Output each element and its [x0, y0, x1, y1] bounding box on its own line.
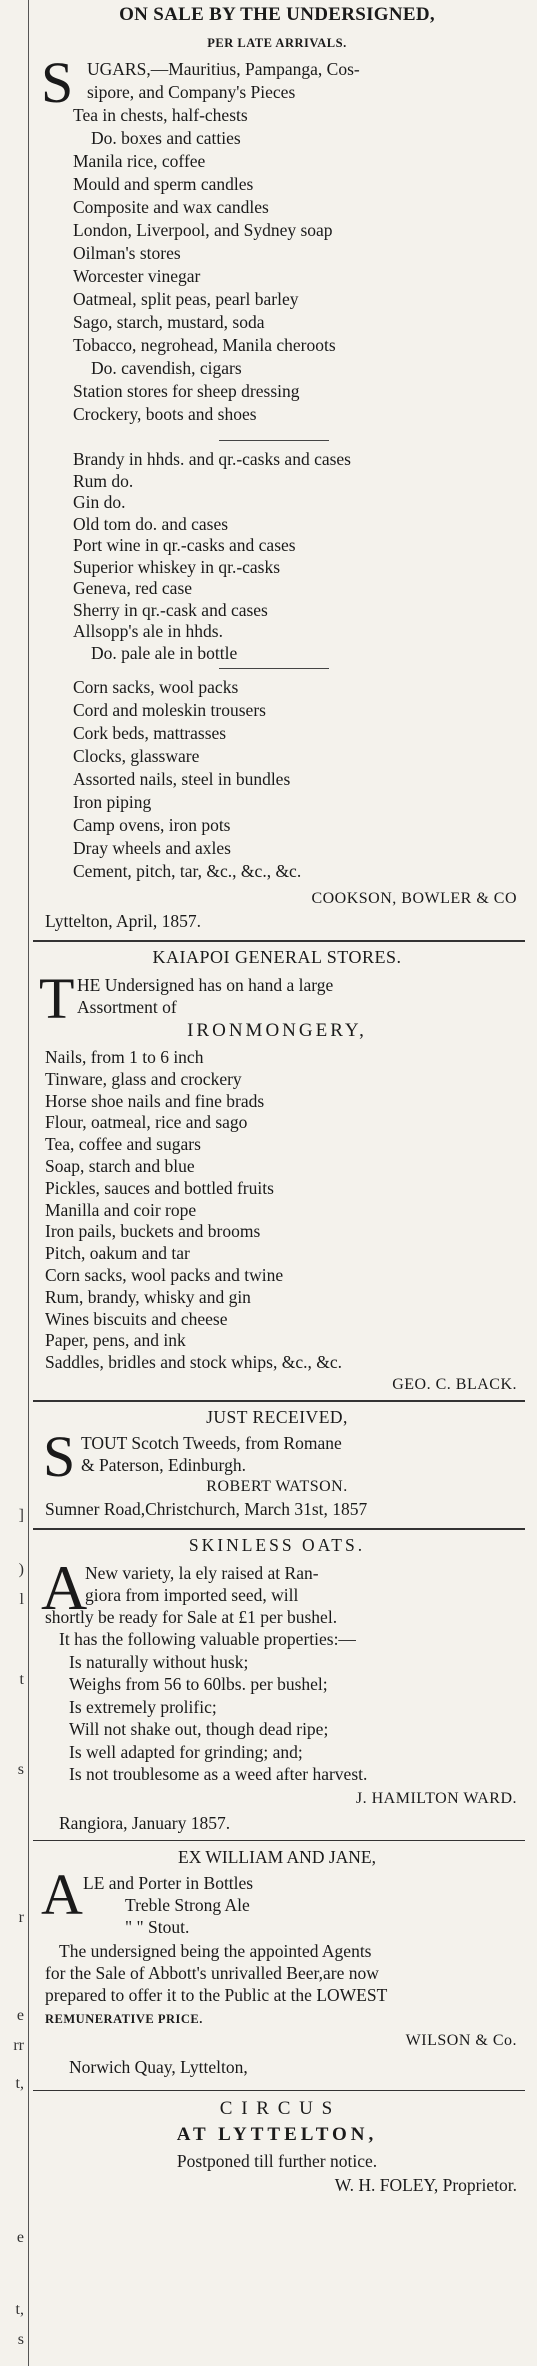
rule-4	[33, 1840, 525, 1841]
ad4-intro-3: shortly be ready for Sale at £1 per bushel.	[45, 1607, 338, 1627]
ad1-group2-item: Do. pale ale in bottle	[91, 642, 238, 663]
rule-3	[33, 1528, 525, 1530]
ad3-signature: ROBERT WATSON.	[206, 1478, 348, 1495]
ad2-intro-1: HE Undersigned has on hand a large	[77, 975, 334, 995]
ad1-group1-item: Do. boxes and catties	[91, 128, 241, 148]
gutter-fragment: t	[19, 1671, 24, 1688]
ad3-line-2: & Paterson, Edinburgh.	[81, 1455, 246, 1475]
ad1-group2-item: Rum do.	[73, 470, 134, 491]
ad1-heading: ON SALE BY THE UNDERSIGNED,	[119, 4, 435, 25]
ad5-body-1: The undersigned being the appointed Agents	[59, 1941, 372, 1961]
ad6-subheading: AT LYTTELTON,	[176, 2124, 378, 2145]
ad1-group1-item: Worcester vinegar	[73, 266, 201, 286]
ad1-group3-item: Corn sacks, wool packs	[73, 677, 239, 697]
gutter-fragment: e	[16, 2229, 24, 2246]
ad1-group3-item: Cork beds, mattrasses	[73, 723, 227, 743]
ad1-group1-item: Do. cavendish, cigars	[91, 358, 242, 378]
ad1-group1-item: Oilman's stores	[73, 243, 181, 263]
ad1-group3-item: Cement, pitch, tar, &c., &c., &c.	[73, 861, 302, 881]
ad1-group2-item: Old tom do. and cases	[73, 513, 229, 534]
advertisement-column	[28, 0, 525, 2366]
ad3-heading: JUST RECEIVED,	[206, 1407, 348, 1427]
rule-1	[33, 940, 525, 942]
ad1-group1-item: Mould and sperm candles	[73, 174, 254, 194]
ad1-group3-item: Clocks, glassware	[73, 746, 200, 766]
ad4-item: Is not troublesome as a weed after harvest.	[69, 1764, 368, 1784]
ad1-place-date: Lyttelton, April, 1857.	[45, 911, 202, 931]
ad5-signature: WILSON & Co.	[405, 2032, 517, 2049]
ad5-line-2: Treble Strong Ale	[125, 1895, 250, 1915]
ad1-group3-item: Iron piping	[73, 792, 152, 812]
ad2-item: Iron pails, buckets and brooms	[45, 1221, 261, 1242]
ad5-dropcap: A	[41, 1862, 83, 1927]
ad2-item: Paper, pens, and ink	[45, 1330, 186, 1351]
ad2-item: Nails, from 1 to 6 inch	[45, 1047, 204, 1067]
ad1-dropcap: S	[41, 50, 74, 115]
gutter-fragment: )	[18, 1561, 24, 1578]
ad1-group3-item: Dray wheels and axles	[73, 838, 231, 858]
ad3-dropcap: S	[43, 1424, 76, 1489]
ad1-group1-item: sipore, and Company's Pieces	[87, 82, 296, 102]
gutter-fragment: t,	[15, 2075, 24, 2092]
ad3-place-date: Sumner Road,Christchurch, March 31st, 1857	[45, 1499, 368, 1519]
gutter-fragment: s	[17, 1761, 24, 1778]
ad2-item: Manilla and coir rope	[45, 1199, 197, 1220]
ad4-heading: SKINLESS OATS.	[188, 1535, 366, 1555]
ad2-item: Flour, oatmeal, rice and sago	[45, 1112, 248, 1133]
ad1-group1-item: Tea in chests, half-chests	[73, 105, 248, 125]
ad5-body-4: REMUNERATIVE PRICE.	[45, 2012, 203, 2026]
ad5-line-1: LE and Porter in Bottles	[83, 1873, 254, 1893]
ad1-subheading: PER LATE ARRIVALS.	[207, 36, 347, 50]
ad1-group2-item: Geneva, red case	[73, 578, 193, 598]
gutter-fragment: e	[16, 2007, 24, 2024]
ad1-group2-item: Superior whiskey in qr.-casks	[73, 556, 281, 577]
ad1-signature: COOKSON, BOWLER & CO	[311, 890, 517, 907]
ad2-item: Pitch, oakum and tar	[45, 1243, 190, 1264]
gutter-fragment: t,	[15, 2301, 24, 2318]
ad1-group1-item: Sago, starch, mustard, soda	[73, 312, 265, 332]
gutter-fragment: l	[19, 1591, 24, 1608]
ad6-heading: C I R C U S	[219, 2098, 335, 2119]
ad4-item: Is well adapted for grinding; and;	[69, 1741, 303, 1762]
ad1-group2-item: Brandy in hhds. and qr.-casks and cases	[73, 449, 351, 469]
ad1-group3-item: Assorted nails, steel in bundles	[73, 769, 291, 789]
ad4-item: Weighs from 56 to 60lbs. per bushel;	[69, 1674, 328, 1694]
ad4-dropcap: A	[41, 1552, 88, 1623]
ad2-item: Tea, coffee and sugars	[45, 1134, 201, 1155]
ad4-place-date: Rangiora, January 1857.	[59, 1813, 231, 1833]
rule-2	[33, 1400, 525, 1402]
ad2-item: Horse shoe nails and fine brads	[45, 1090, 265, 1111]
ad2-signature: GEO. C. BLACK.	[392, 1376, 517, 1393]
ad1-group1-item: Oatmeal, split peas, pearl barley	[73, 289, 299, 309]
ad1-group3-item: Camp ovens, iron pots	[73, 815, 231, 835]
ad1-group1-item: Station stores for sheep dressing	[73, 381, 300, 401]
ad2-item: Soap, starch and blue	[45, 1156, 195, 1176]
ad2-feature: IRONMONGERY,	[187, 1020, 367, 1041]
ad1-group2-item: Gin do.	[73, 492, 126, 512]
ad4-intro-2: giora from imported seed, will	[85, 1585, 299, 1605]
ad2-item: Tinware, glass and crockery	[45, 1068, 242, 1089]
ad2-item: Saddles, bridles and stock whips, &c., &c.	[45, 1352, 342, 1373]
ad5-place: Norwich Quay, Lyttelton,	[69, 2057, 248, 2077]
rule-5	[33, 2090, 525, 2091]
ad4-intro-1: New variety, la ely raised at Ran-	[85, 1563, 319, 1583]
ad3-line-1: TOUT Scotch Tweeds, from Romane	[81, 1433, 342, 1453]
ad6-signature: W. H. FOLEY, Proprietor.	[334, 2175, 517, 2195]
ad4-item: Is extremely prolific;	[69, 1696, 217, 1717]
gutter-fragment: ]	[18, 1507, 24, 1524]
ad1-divider-2	[219, 668, 329, 669]
ad1-group1-item: Tobacco, negrohead, Manila cheroots	[73, 335, 336, 355]
gutter-fragment: rr	[13, 2037, 24, 2054]
ad1-group1-item: Crockery, boots and shoes	[73, 404, 257, 424]
ad5-body-2: for the Sale of Abbott's unrivalled Beer,are now	[45, 1963, 379, 1983]
ad2-heading: KAIAPOI GENERAL STORES.	[152, 947, 402, 967]
ad2-item: Wines biscuits and cheese	[45, 1308, 228, 1329]
ad2-item: Rum, brandy, whisky and gin	[45, 1286, 251, 1307]
ad2-item: Corn sacks, wool packs and twine	[45, 1265, 284, 1285]
ad5-line-3: " " Stout.	[125, 1917, 190, 1937]
ad1-divider-1	[219, 440, 329, 441]
ad1-group2-item: Allsopp's ale in hhds.	[73, 621, 223, 641]
ad1-group2-item: Port wine in qr.-casks and cases	[73, 535, 296, 555]
ad1-group1-item: London, Liverpool, and Sydney soap	[73, 220, 333, 240]
ad5-heading: EX WILLIAM AND JANE,	[178, 1847, 376, 1867]
gutter-fragment: r	[18, 1909, 24, 1926]
ad4-signature: J. HAMILTON WARD.	[355, 1790, 517, 1807]
ad4-item: It has the following valuable properties:—	[59, 1629, 356, 1649]
ad1-group1-item: Manila rice, coffee	[73, 151, 206, 171]
ad6-line: Postponed till further notice.	[176, 2151, 378, 2171]
ad1-group1-item: UGARS,—Mauritius, Pampanga, Cos-	[87, 59, 360, 79]
ad1-group1-item: Composite and wax candles	[73, 197, 269, 217]
ad2-item: Pickles, sauces and bottled fruits	[45, 1177, 274, 1198]
ad2-intro-2: Assortment of	[77, 997, 177, 1017]
ad1-group2-item: Sherry in qr.-cask and cases	[73, 599, 268, 620]
ad5-body-3: prepared to offer it to the Public at the LOWEST	[45, 1985, 388, 2005]
gutter-fragment: s	[17, 2331, 24, 2348]
ad4-item: Will not shake out, though dead ripe;	[69, 1719, 329, 1739]
ad4-item: Is naturally without husk;	[69, 1651, 249, 1672]
ad2-dropcap: T	[39, 966, 75, 1031]
ad1-group3-item: Cord and moleskin trousers	[73, 700, 266, 720]
